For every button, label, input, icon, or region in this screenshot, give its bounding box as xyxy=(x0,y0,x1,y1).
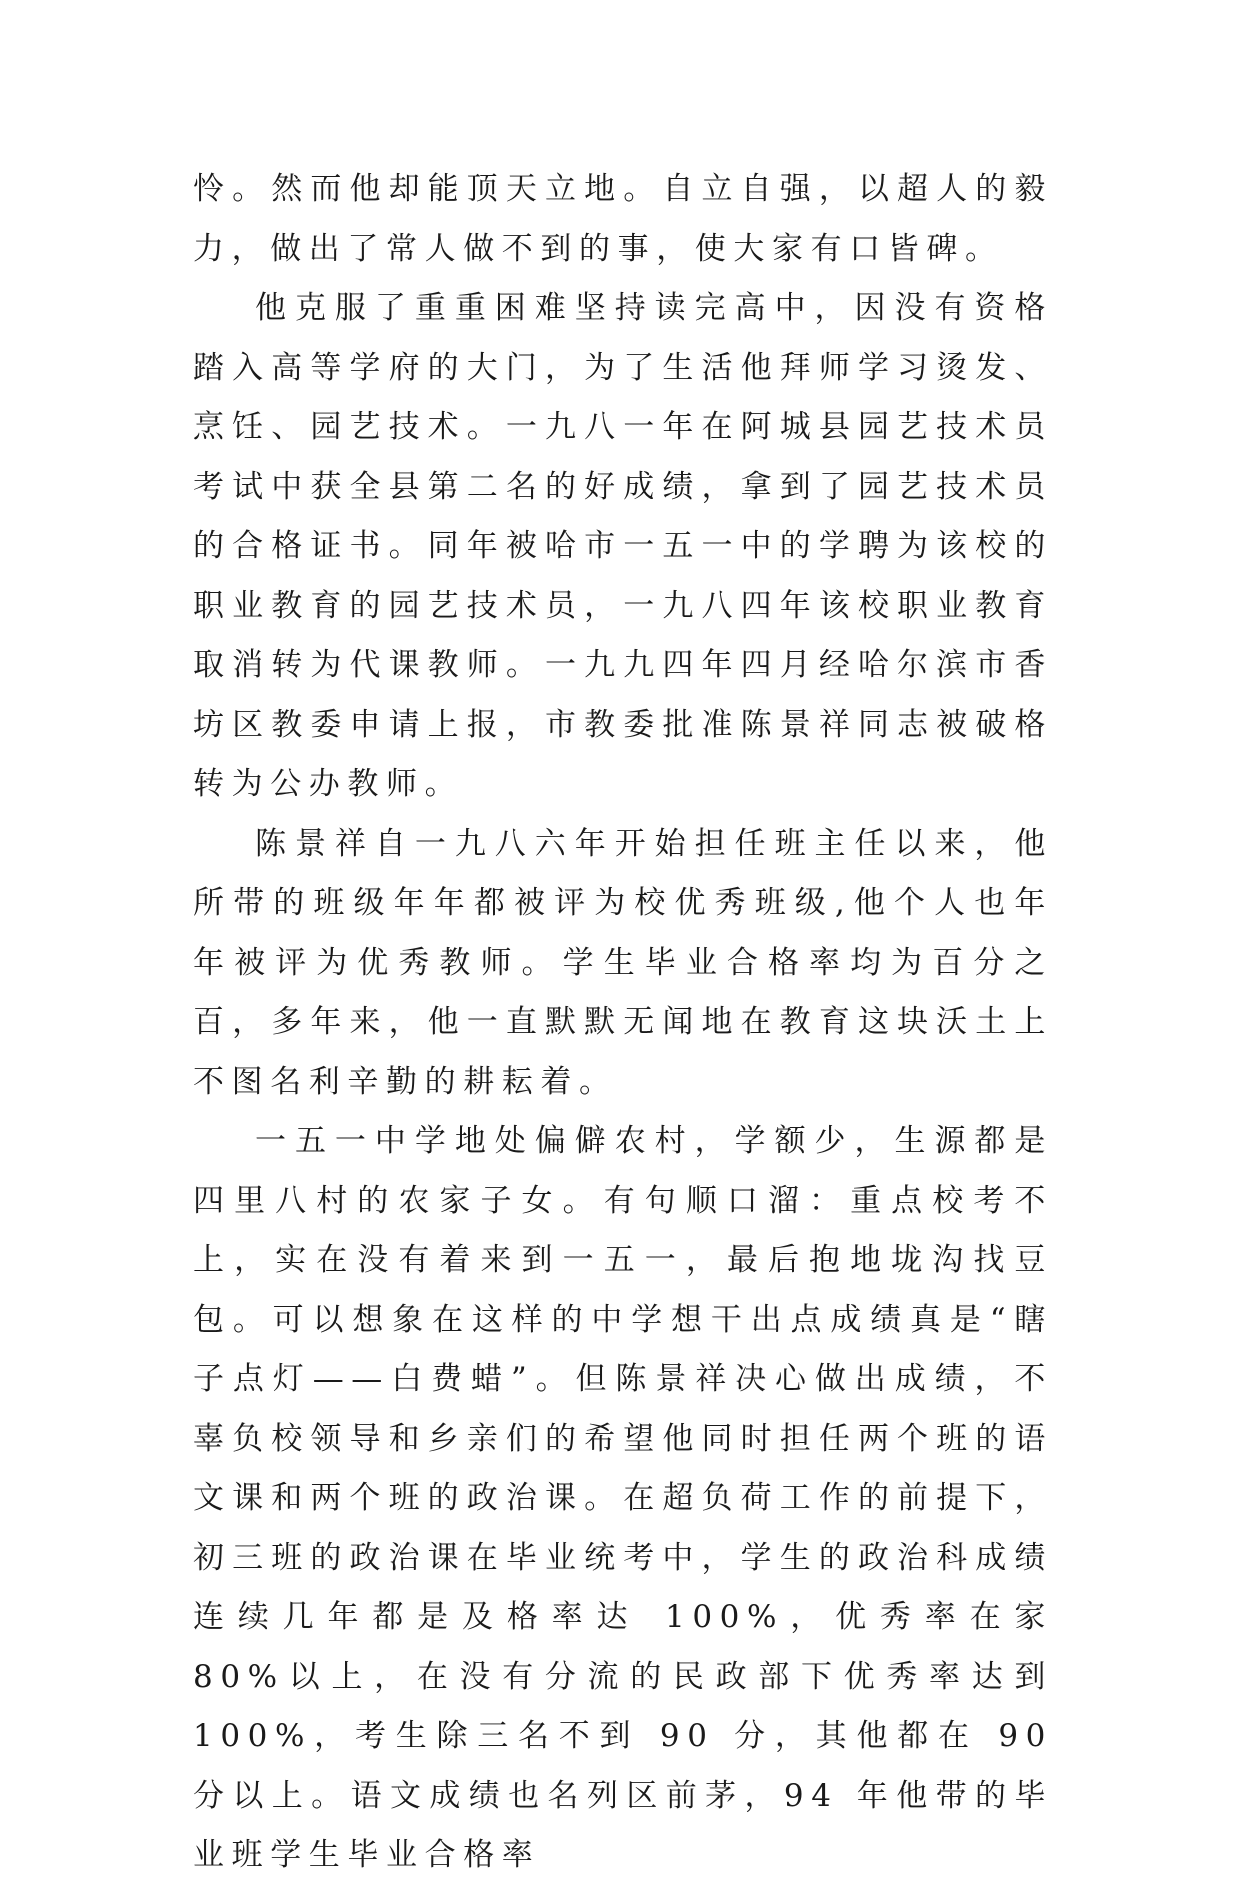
paragraph-3: 陈景祥自一九八六年开始担任班主任以来，他所带的班级年年都被评为校优秀班级,他个人也年年被评为优秀教师。学生毕业合格率均为百分之百，多年来，他一直默默无闻地在教育这块沃土上不图名利辛勤的耕耘着。 xyxy=(193,825,1053,1100)
document-body xyxy=(193,160,1053,1886)
paragraph-1: 怜。然而他却能顶天立地。自立自强，以超人的毅力，做出了常人做不到的事，使大家有口皆碑。 xyxy=(193,171,1053,267)
paragraph-2: 他克服了重重困难坚持读完高中，因没有资格踏入高等学府的大门，为了生活他拜师学习烫发、烹饪、园艺技术。一九八一年在阿城县园艺技术员考试中获全县第二名的好成绩，拿到了园艺技术员的合格证书。同年被哈市一五一中的学聘为该校的职业教育的园艺技术员，一九八四年该校职业教育取消转为代课教师。一九九四年四月经哈尔滨市香坊区教委申请上报，市教委批准陈景祥同志被破格转为公办教师。 xyxy=(193,290,1053,802)
paragraph-4: 一五一中学地处偏僻农村，学额少，生源都是四里八村的农家子女。有句顺口溜：重点校考不上，实在没有着来到一五一，最后抱地垅沟找豆包。可以想象在这样的中学想干出点成绩真是“瞎子点灯——白费蜡”。但陈景祥决心做出成绩，不辜负校领导和乡亲们的希望他同时担任两个班的语文课和两个班的政治课。在超负荷工作的前提下，初三班的政治课在毕业统考中，学生的政治科成绩连续几年都是及格率达 100%，优秀率在家 80%以上，在没有分流的民政部下优秀率达到 100%，考生除三名不到 90 分，其他都在 90 分以上。语文成绩也名列区前茅，94 年他带的毕业班学生毕业合格率 xyxy=(193,1123,1053,1873)
